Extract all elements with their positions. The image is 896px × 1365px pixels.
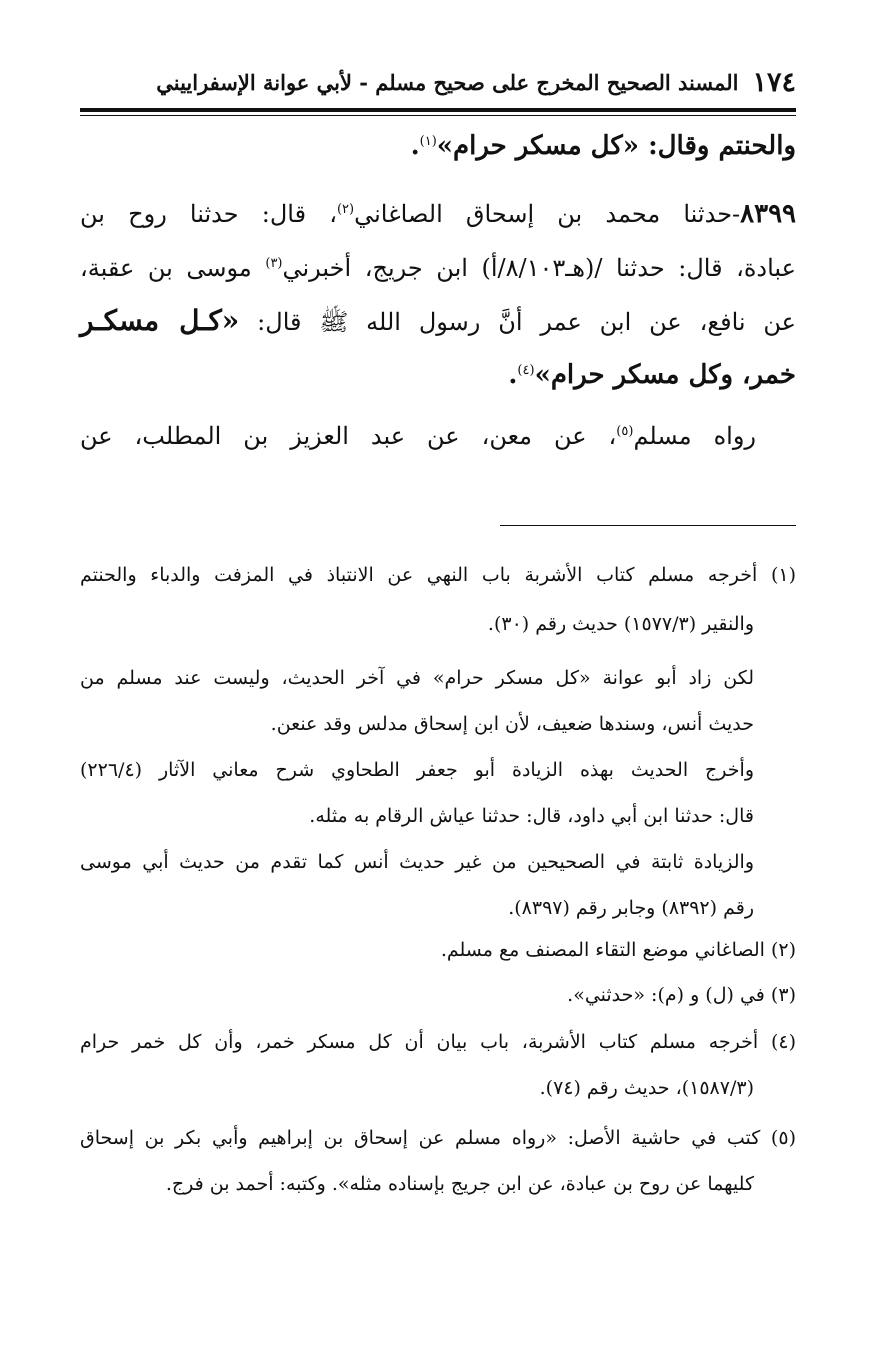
page-number: ١٧٤: [752, 66, 796, 98]
footnote-ref: (٢): [336, 202, 355, 217]
body-text: والحنتم وقال:: [639, 131, 796, 161]
body-text: رواه مسلم: [633, 422, 757, 450]
footnote-2-line-1: (٢) الصاغاني موضع التقاء المصنف مع مسلم.: [440, 939, 796, 961]
footnote-1-line-3: لكن زاد أبو عوانة «كل مسكر حرام» في آخر الحديث، وليست عند مسلم من: [80, 667, 754, 689]
footnote-3-line-1: (٣) في (ل) و (م): «حدثني».: [567, 984, 796, 1006]
footnote-ref: (٤): [517, 363, 535, 378]
footnote-separator: [500, 525, 796, 526]
footnote-1-line-5: وأخرج الحديث بهذه الزيادة أبو جعفر الطحاوي شرح معاني الآثار (٢٢٦/٤): [80, 759, 754, 781]
hadith-quote: خمر، وكل مسكر حرام»: [534, 360, 796, 390]
body-text: عبادة، قال: حدثنا /(هـ٨/١٠٣/أ) ابن جريج، أخبرني: [282, 254, 796, 282]
hadith-quote: «كل مسكر حرام»: [436, 131, 640, 161]
body-text: ، عن معن، عن عبد العزيز بن المطلب، عن: [80, 422, 617, 450]
header-rule-thin: [80, 115, 796, 116]
body-line-3: [80, 240, 796, 296]
running-title: المسند الصحيح المخرج على صحيح مسلم - لأبي عوانة الإسفراييني: [156, 69, 739, 95]
body-text: -حدثنا محمد بن إسحاق الصاغاني: [354, 200, 741, 228]
footnote-1-line-4: حديث أنس، وسندها ضعيف، لأن ابن إسحاق مدلس وقد عنعن.: [270, 713, 754, 735]
header-rule-thick: [80, 108, 796, 112]
footnote-1-line-8: رقم (٨٣٩٢) وجابر رقم (٨٣٩٧).: [508, 897, 754, 919]
footnote-ref: (١): [419, 134, 437, 149]
body-line-1: [80, 118, 796, 174]
body-text: .: [410, 131, 420, 161]
body-text: ، قال: حدثنا روح بن: [80, 200, 337, 228]
hadith-number: ٨٣٩٩: [740, 199, 796, 229]
footnote-1-line-2: والنقير (١٥٧٧/٣) حديث رقم (٣٠).: [487, 613, 754, 635]
body-line-5: [80, 347, 796, 403]
footnote-ref: (٣): [265, 256, 283, 271]
footnote-4-line-1: (٤) أخرجه مسلم كتاب الأشربة، باب بيان أن كل مسكر خمر، وأن كل خمر حرام: [80, 1031, 796, 1053]
body-line-4: [80, 293, 796, 349]
page-header: [82, 62, 796, 102]
footnote-1-line-6: قال: حدثنا ابن أبي داود، قال: حدثنا عياش الرقام به مثله.: [309, 805, 754, 827]
footnote-5-line-1: (٥) كتب في حاشية الأصل: «رواه مسلم عن إسحاق بن إبراهيم وأبي بكر بن إسحاق: [80, 1127, 796, 1149]
body-line-2: [80, 186, 796, 242]
body-line-6: [80, 408, 756, 464]
body-text: عن نافع، عن ابن عمر أنَّ رسول الله ﷺ قال:: [239, 308, 797, 336]
body-text: .: [508, 360, 518, 390]
footnote-4-line-2: (١٥٨٧/٣)، حديث رقم (٧٤).: [539, 1077, 754, 1099]
footnote-1-line-1: (١) أخرجه مسلم كتاب الأشربة باب النهي عن الانتباذ في المزفت والدباء والحنتم: [80, 564, 796, 586]
footnote-5-line-2: كليهما عن روح بن عبادة، عن ابن جريج بإسناده مثله». وكتبه: أحمد بن فرج.: [165, 1173, 754, 1195]
footnote-1-line-7: والزيادة ثابتة في الصحيحين من غير حديث أنس كما تقدم من حديث أبي موسى: [80, 851, 754, 873]
hadith-quote: «كـل مسكـر: [80, 304, 240, 337]
body-text: موسى بن عقبة،: [80, 254, 266, 282]
footnote-ref: (٥): [616, 424, 634, 439]
